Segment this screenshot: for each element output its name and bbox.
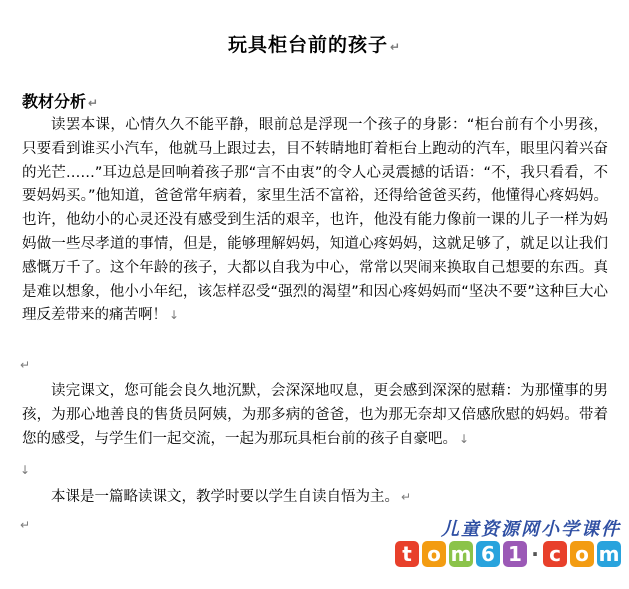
watermark-letter: m [598,542,620,566]
paragraph-mark-icon: ↵ [401,490,412,504]
paragraph-1 [22,114,608,328]
paragraph-text: 读罢本课，心情久久不能平静，眼前总是浮现一个孩子的身影：“柜台前有个小男孩，只要看到谁买小汽车，他就马上跟过去，目不转睛地盯着柜台上跑动的汽车，眼里闪着兴奋的光芒……”耳边总是回响着孩子那“言不由衷”的令人心灵震撼的话语：“不，我只看看，不要妈妈买。”他知道，爸爸常年病着，家里生活不富裕，还得给爸爸买药，他懂得心疼妈妈。也许，他幼小的心灵还没有感受到生活的艰辛，也许，他没有能力像前一课的儿子一样为妈妈做一些尽孝道的事情，但是，能够理解妈妈，知道心疼妈妈，这就足够了，就足以让我们感慨万千了。这个年龄的孩子，大都以自我为中心，常常以哭闹来换取自己想要的东西。真是难以想象，他小小年纪，该怎样忍受“强烈的渴望”和因心疼妈妈而“坚决不要”这种巨大心理反差带来的痛苦啊！ [22,117,608,324]
empty-paragraph-mark-icon: ↵ [20,518,31,532]
watermark-logo [395,541,621,567]
document-title [0,30,629,57]
watermark-letter: o [570,541,594,567]
watermark-letter: t [395,541,419,567]
line-break-icon: ↓ [459,431,470,446]
line-break-icon: ↓ [169,308,180,323]
paragraph-2 [22,380,608,451]
paragraph-3 [22,486,608,510]
paragraph-mark-icon: ↵ [389,40,402,54]
watermark-letter: 1 [503,541,527,567]
section-heading-text: 教材分析 [22,92,87,111]
watermark-letter: · [531,542,539,566]
site-watermark [389,515,621,575]
empty-paragraph-mark-icon: ↓ [20,463,31,477]
watermark-letter: m [450,542,472,566]
paragraph-text: 读完课文，您可能会良久地沉默，会深深地叹息，更会感到深深的慰藉：为那懂事的男孩，为那心地善良的售货员阿姨，为那多病的爸爸，也为那无奈却又倍感欣慰的妈妈。带着您的感受，与学生们一起交流，一起为那玩具柜台前的孩子自豪吧。 [22,383,608,447]
section-heading [22,89,98,112]
empty-paragraph-mark-icon: ↵ [20,358,31,372]
paragraph-text: 本课是一篇略读课文，教学时要以学生自读自悟为主。 [51,489,399,505]
watermark-letter: 6 [476,541,500,567]
watermark-text: 儿童资源网小学课件 [441,519,621,540]
title-text: 玩具柜台前的孩子 [227,34,388,56]
paragraph-mark-icon: ↵ [88,96,99,110]
watermark-letter: c [543,541,567,567]
watermark-letter: o [422,541,446,567]
